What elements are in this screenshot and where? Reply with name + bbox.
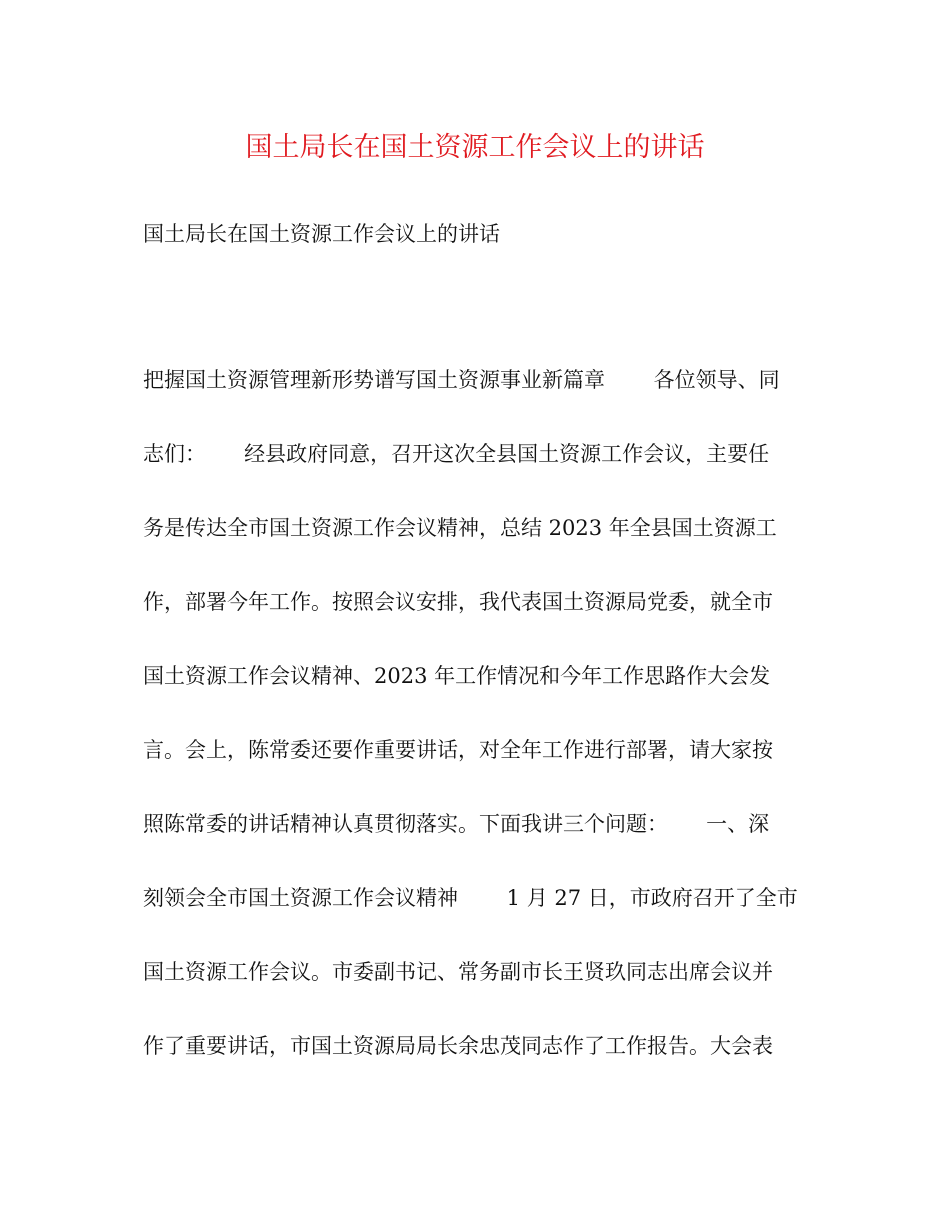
body-line: 言。会上，陈常委还要作重要讲话，对全年工作进行部署，请大家按	[143, 738, 773, 762]
body-line: 国土资源工作会议精神、2023 年工作情况和今年工作思路作大会发	[143, 664, 771, 688]
body-text	[143, 364, 803, 1104]
body-line: 作了重要讲话，市国土资源局局长余忠茂同志作了工作报告。大会表	[143, 1034, 773, 1058]
body-line: 照陈常委的讲话精神认真贯彻落实。下面我讲三个问题： 一、深	[143, 812, 770, 836]
body-line: 务是传达全市国土资源工作会议精神，总结 2023 年全县国土资源工	[143, 516, 777, 540]
document-title: 国土局长在国土资源工作会议上的讲话	[245, 132, 705, 163]
body-line: 刻领会全市国土资源工作会议精神 1 月 27 日，市政府召开了全市	[143, 886, 798, 910]
body-line: 作，部署今年工作。按照会议安排，我代表国土资源局党委，就全市	[143, 590, 773, 614]
body-line: 国土资源工作会议。市委副书记、常务副市长王贤玖同志出席会议并	[143, 960, 773, 984]
body-line: 志们： 经县政府同意，召开这次全县国土资源工作会议，主要任	[143, 442, 770, 466]
document-subtitle: 国土局长在国土资源工作会议上的讲话	[143, 222, 500, 246]
body-line: 把握国土资源管理新形势谱写国土资源事业新篇章 各位领导、同	[143, 368, 780, 392]
